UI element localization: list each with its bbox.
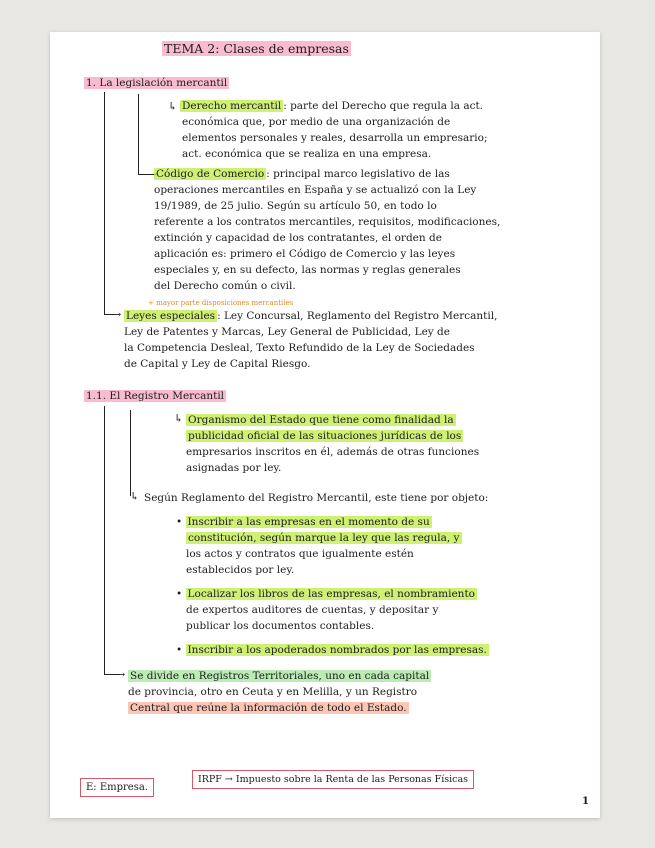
text-line: Según Reglamento del Registro Mercantil, este tiene por objeto: bbox=[144, 492, 489, 504]
legend-box: E: Empresa. bbox=[80, 778, 154, 797]
text-line: 19/1989, de 25 julio. Según su artículo 50, en todo lo bbox=[154, 200, 437, 212]
text-line: los actos y contratos que igualmente estén bbox=[186, 548, 414, 560]
text-line: extinción y capacidad de los contratantes, el orden de bbox=[154, 232, 442, 244]
list-item: • Inscribir a los apoderados nombrados por las empresas. bbox=[176, 644, 487, 656]
text-line: de Capital y Ley de Capital Riesgo. bbox=[124, 358, 311, 370]
text-line: del Derecho común o civil. bbox=[154, 280, 296, 292]
text-line: empresarios inscritos en él, además de otras funciones bbox=[186, 446, 480, 458]
text-line: act. económica que se realiza en una empresa. bbox=[182, 148, 432, 160]
text-line: de expertos auditores de cuentas, y depositar y bbox=[186, 604, 439, 616]
text-line: Central que reúne la información de todo el Estado. bbox=[130, 702, 407, 714]
tree-line bbox=[104, 406, 105, 674]
text-line: Se divide en Registros Territoriales, uno en cada capital bbox=[130, 670, 430, 682]
text-line: establecidos por ley. bbox=[186, 564, 295, 576]
tree-line bbox=[104, 92, 105, 314]
text-line: económica que, por medio de una organización de bbox=[182, 116, 451, 128]
text-line: elementos personales y reales, desarrolla un empresario; bbox=[182, 132, 488, 144]
text-line: publicidad oficial de las situaciones jurídicas de los bbox=[188, 430, 462, 442]
margin-note: + mayor parte disposiciones mercantiles bbox=[148, 299, 294, 307]
text-line: aplicación es: primero el Código de Comercio y las leyes bbox=[154, 248, 456, 260]
text-line: publicar los documentos contables. bbox=[186, 620, 375, 632]
codigo-comercio-text: Código de Comercio : principal marco legislativo de las bbox=[156, 168, 450, 180]
text-line: de provincia, otro en Ceuta y en Melilla, y un Registro bbox=[128, 686, 418, 698]
text-line: constitución, según marque la ley que las regula, y bbox=[188, 532, 460, 544]
section-heading: 1.1. El Registro Mercantil bbox=[86, 390, 225, 402]
derecho-mercantil-text: Derecho mercantil : parte del Derecho que regula la act. bbox=[182, 100, 484, 112]
list-item: • Inscribir a las empresas en el momento de su bbox=[176, 516, 430, 528]
irpf-box: IRPF → Impuesto sobre la Renta de las Personas Físicas bbox=[192, 770, 474, 789]
text-line: referente a los contratos mercantiles, requisitos, modificaciones, bbox=[154, 216, 501, 228]
arrow-icon: → bbox=[112, 308, 122, 321]
page-title: TEMA 2: Clases de empresas bbox=[164, 41, 349, 56]
text-line: especiales y, en su defecto, las normas y reglas generales bbox=[154, 264, 461, 276]
list-item: • Localizar los libros de las empresas, el nombramiento bbox=[176, 588, 475, 600]
tree-line bbox=[138, 94, 139, 174]
arrow-icon: ↳ bbox=[174, 412, 184, 425]
arrow-icon: ↳ bbox=[168, 100, 178, 113]
text-line: la Competencia Desleal, Texto Refundido de la Ley de Sociedades bbox=[124, 342, 475, 354]
arrow-icon: ↳ bbox=[130, 490, 140, 503]
text-line: Organismo del Estado que tiene como finalidad la bbox=[188, 414, 454, 426]
text-line: Ley de Patentes y Marcas, Ley General de Publicidad, Ley de bbox=[124, 326, 450, 338]
text-line: asignadas por ley. bbox=[186, 462, 282, 474]
arrow-icon: → bbox=[116, 668, 126, 681]
page-number: 1 bbox=[582, 796, 589, 807]
section-heading: 1. La legislación mercantil bbox=[86, 77, 228, 89]
notebook-page bbox=[50, 32, 600, 818]
text-line: operaciones mercantiles en España y se actualizó con la Ley bbox=[154, 184, 477, 196]
leyes-especiales-text: Leyes especiales : Ley Concursal, Reglamento del Registro Mercantil, bbox=[126, 310, 498, 322]
tree-line bbox=[130, 410, 131, 496]
